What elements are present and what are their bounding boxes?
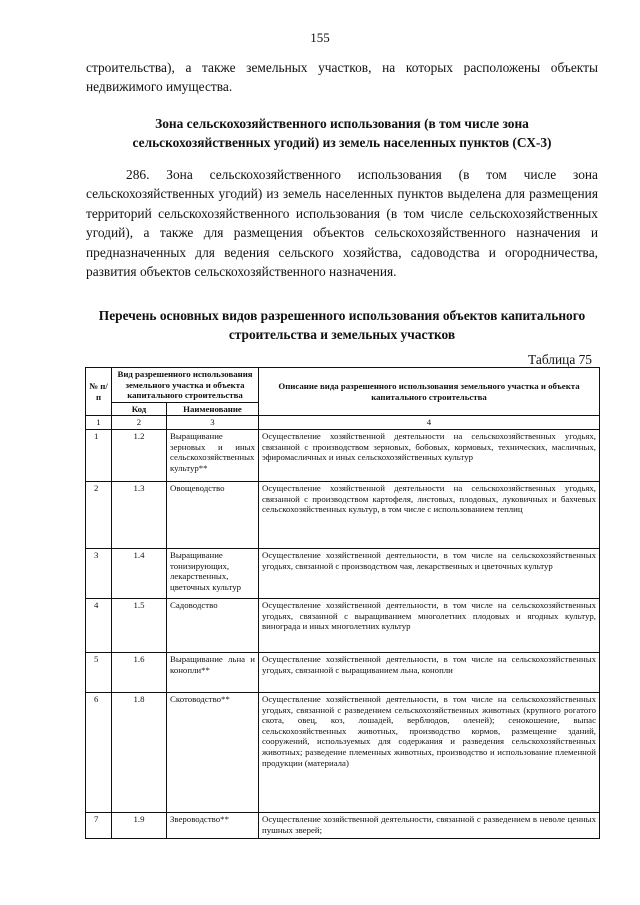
row-number: 6 <box>86 692 112 812</box>
row-code: 1.6 <box>112 652 167 692</box>
row-number: 1 <box>86 429 112 481</box>
table-row <box>86 548 600 598</box>
row-description: Осуществление хозяйственной деятельности, связанной с разведением в неволе ценных пушных зверей; <box>259 812 600 838</box>
row-code: 1.5 <box>112 598 167 652</box>
row-code: 1.4 <box>112 548 167 598</box>
table-row <box>86 598 600 652</box>
header-description: Описание вида разрешенного использования земельного участка и объекта капитального строительства <box>259 368 600 416</box>
table-row <box>86 481 600 548</box>
row-name: Выращивание тонизирующих, лекарственных, цветочных культур <box>167 548 259 598</box>
table-row <box>86 692 600 812</box>
table-label: Таблица 75 <box>528 352 592 367</box>
row-description: Осуществление хозяйственной деятельности на сельскохозяйственных угодьях, связанной с производством зерновых, бобовых, кормовых, технических, масличных, эфиромасличных и иных сельскохозяйственных культур <box>259 429 600 481</box>
row-name: Скотоводство** <box>167 692 259 812</box>
row-code: 1.9 <box>112 812 167 838</box>
row-description: Осуществление хозяйственной деятельности, в том числе на сельскохозяйственных угодьях, связанной с выращиванием многолетних плодовых и ягодных культур, винограда и иных многолетних культур <box>259 598 600 652</box>
row-description: Осуществление хозяйственной деятельности на сельскохозяйственных угодьях, связанной с производством картофеля, листовых, плодовых, луковичных и бахчевых сельскохозяйственных культур, в том числе с использованием теплиц <box>259 481 600 548</box>
land-use-table <box>85 367 600 839</box>
row-description: Осуществление хозяйственной деятельности, в том числе на сельскохозяйственных угодьях, связанной с разведением сельскохозяйственных животных (крупного рогатого скота, овец, коз, лошадей, верблюдов, оленей); сенокошение, выпас сельскохозяйственных животных, производство кормов, размещение зданий, сооружений, используемых для содержания и разведения сельскохозяйственных животных; разведение племенных животных, производство и использование племенной продукции (материала) <box>259 692 600 812</box>
row-name: Овощеводство <box>167 481 259 548</box>
row-name: Выращивание зерновых и иных сельскохозяйственных культур** <box>167 429 259 481</box>
table-row <box>86 812 600 838</box>
row-code: 1.3 <box>112 481 167 548</box>
column-index: 2 <box>112 416 167 430</box>
table-header-row <box>86 368 600 403</box>
column-index: 1 <box>86 416 112 430</box>
page-number: 155 <box>310 30 330 45</box>
zone-paragraph: 286. Зона сельскохозяйственного использования (в том числе зона сельскохозяйственных угодий) из земель населенных пунктов выделена для размещения территорий сельскохозяйственного использования (в том числе сельскохозяйственных угодий), а также для размещения объектов сельскохозяйственного назначения и предназначенных для ведения сельского хозяйства, садоводства и огородничества, развития объектов сельскохозяйственного назначения. <box>86 167 598 280</box>
row-name: Звероводство** <box>167 812 259 838</box>
row-number: 5 <box>86 652 112 692</box>
column-index: 4 <box>259 416 600 430</box>
row-number: 3 <box>86 548 112 598</box>
row-description: Осуществление хозяйственной деятельности, в том числе на сельскохозяйственных угодьях, связанной с выращиванием льна, конопли <box>259 652 600 692</box>
table-row <box>86 429 600 481</box>
row-number: 4 <box>86 598 112 652</box>
row-description: Осуществление хозяйственной деятельности, в том числе на сельскохозяйственных угодьях, связанной с производством чая, лекарственных и цветочных культур <box>259 548 600 598</box>
list-heading: Перечень основных видов разрешенного использования объектов капитального строительства и земельных участков <box>98 308 586 343</box>
row-code: 1.2 <box>112 429 167 481</box>
intro-paragraph: строительства), а также земельных участков, на которых расположены объекты недвижимого имущества. <box>86 60 598 95</box>
header-number: № п/п <box>86 368 112 416</box>
row-name: Садоводство <box>167 598 259 652</box>
row-number: 7 <box>86 812 112 838</box>
column-index-row <box>86 416 600 430</box>
header-name: Наименование <box>167 402 259 416</box>
zone-heading: Зона сельскохозяйственного использования (в том числе зона сельскохозяйственных угодий) из земель населенных пунктов (СХ-3) <box>132 116 552 151</box>
row-name: Выращивание льна и конопли** <box>167 652 259 692</box>
row-number: 2 <box>86 481 112 548</box>
header-vid-group: Вид разрешенного использования земельного участка и объекта капитального строительства <box>112 368 259 403</box>
header-code: Код <box>112 402 167 416</box>
column-index: 3 <box>167 416 259 430</box>
table-row <box>86 652 600 692</box>
row-code: 1.8 <box>112 692 167 812</box>
